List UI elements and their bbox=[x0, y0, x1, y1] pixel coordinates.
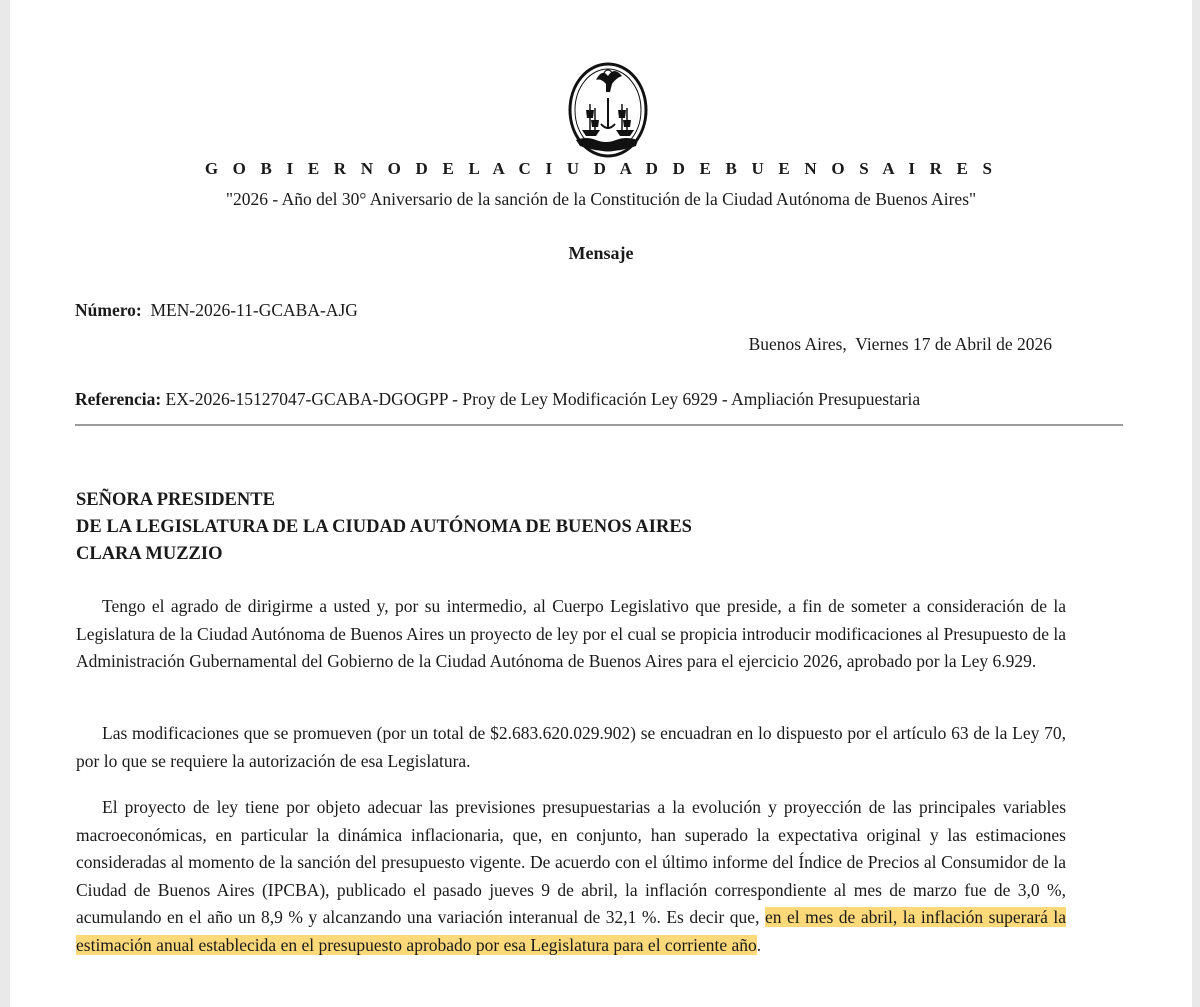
reference-value: EX-2026-15127047-GCABA-DGOGPP - Proy de Ley Modificación Ley 6929 - Ampliación Presupuestaria bbox=[165, 389, 921, 409]
government-title: G O B I E R N O D E L A C I U D A D D E B U E N O S A I R E S bbox=[204, 159, 998, 178]
number-label: Número: bbox=[75, 300, 142, 320]
body-paragraph-3 bbox=[76, 794, 1066, 959]
document-page bbox=[10, 0, 1192, 1007]
place-date: Buenos Aires, Viernes 17 de Abril de 2026 bbox=[748, 334, 1052, 354]
document-type-heading: Mensaje bbox=[568, 243, 634, 263]
document-reference bbox=[75, 389, 920, 410]
document-number bbox=[75, 300, 358, 321]
body-paragraph-2: Las modificaciones que se promueven (por un total de $2.683.620.029.902) se encuadran en lo dispuesto por el artículo 63 de la Ley 70, por lo que se requiere la autorización de esa Legislatura. bbox=[76, 723, 1066, 771]
addressee-line-title: SEÑORA PRESIDENTE bbox=[76, 490, 275, 510]
addressee-block bbox=[76, 487, 692, 568]
body-paragraph-1: Tengo el agrado de dirigirme a usted y, por su intermedio, al Cuerpo Legislativo que preside, a fin de someter a consideración de la Legislatura de la Ciudad Autónoma de Buenos Aires un proyecto de ley por el cual se propicia introducir modificaciones al Presupuesto de la Administración Gubernamental del Gobierno de la Ciudad Autónoma de Buenos Aires para el ejercicio 2026, aprobado por la Ley 6.929. bbox=[76, 596, 1066, 671]
coat-of-arms-icon bbox=[566, 54, 650, 158]
addressee-line-name: CLARA MUZZIO bbox=[76, 544, 223, 564]
paragraph-3-text: El proyecto de ley tiene por objeto adecuar las previsiones presupuestarias a la evolución y proyección de las principales variables macroeconómicas, en particular la dinámica inflacionaria, que, en conjunto, han superado la expectativa original y las estimaciones consideradas al momento de la sanción del presupuesto vigente. De acuerdo con el último informe del Índice de Precios al Consumidor de la Ciudad de Buenos Aires (IPCBA), publicado el pasado jueves 9 de abril, la inflación correspondiente al mes de marzo fue de 3,0 %, acumulando en el año un 8,9 % y alcanzando una variación interanual de 32,1 %. Es decir que, bbox=[76, 797, 1066, 927]
reference-label: Referencia: bbox=[75, 389, 162, 409]
number-value: MEN-2026-11-GCABA-AJG bbox=[150, 300, 358, 320]
header-divider bbox=[75, 424, 1123, 426]
paragraph-3-end: . bbox=[756, 934, 762, 955]
addressee-line-institution: DE LA LEGISLATURA DE LA CIUDAD AUTÓNOMA DE BUENOS AIRES bbox=[76, 517, 692, 537]
highlighted-text: en el mes de abril, la inflación superará la estimación anual establecida en el presupuesto aprobado por esa Legislatura para el corriente año bbox=[76, 907, 1067, 955]
year-motto: "2026 - Año del 30° Aniversario de la sanción de la Constitución de la Ciudad Autónoma de Buenos Aires" bbox=[225, 189, 977, 209]
